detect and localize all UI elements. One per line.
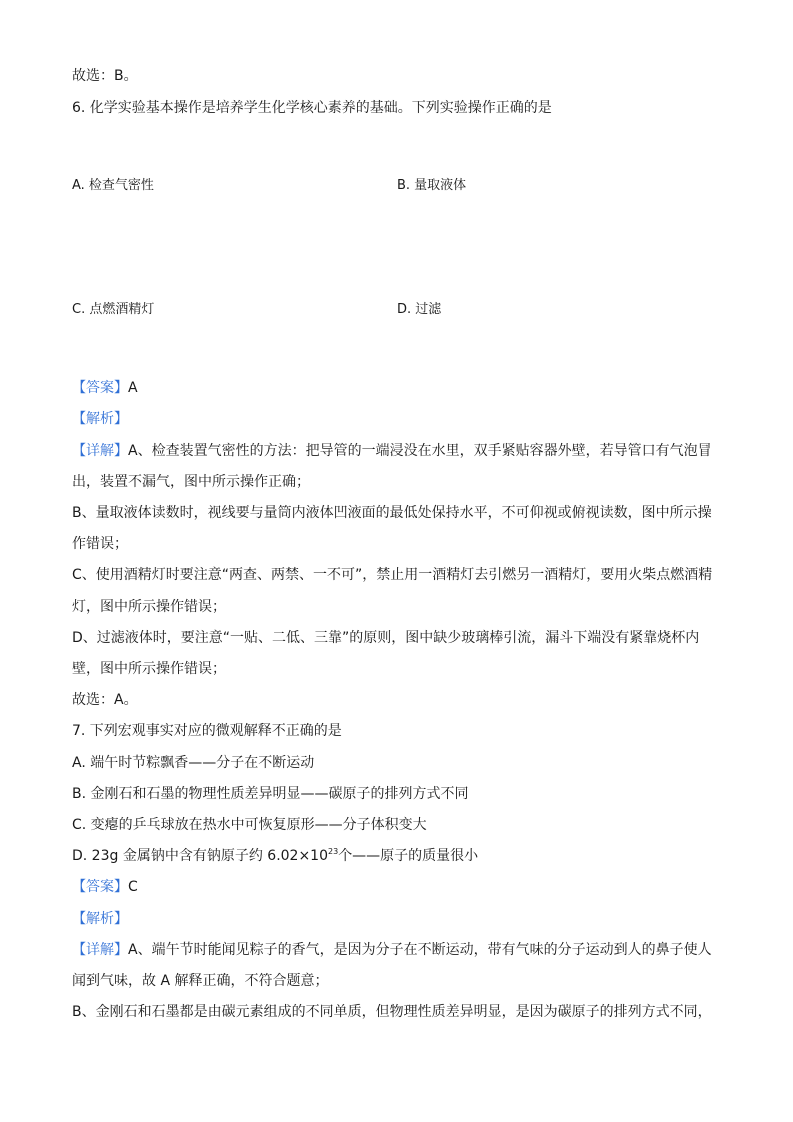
question-7-option-d: D. 23g 金属钠中含有钠原子约 $6.02\times 10^{23}$个——原子的质量很小 [72, 847, 479, 864]
previous-conclusion: 故选：B。 [72, 68, 138, 84]
question-7-option-b: B. 金刚石和石墨的物理性质差异明显——碳原子的排列方式不同 [72, 786, 469, 802]
question-6-detail-line: 【详解】A、检查装置气密性的方法：把导管的一端浸没在水里，双手紧贴容器外壁，若导管口有气泡冒 [72, 443, 712, 459]
question-6-detail-line: 灯，图中所示操作错误； [72, 599, 226, 615]
answer-value: A [128, 380, 138, 396]
question-6-option-d: D. 过滤 [397, 302, 442, 317]
question-6-stem: 6. 化学实验基本操作是培养学生化学核心素养的基础。下列实验操作正确的是 [72, 100, 552, 116]
question-6-detail-line: B、量取液体读数时，视线要与量筒内液体凹液面的最低处保持水平，不可仰视或俯视读数，图中所示操 [72, 505, 712, 521]
exponent: 23 [328, 847, 339, 856]
question-6-option-a: A. 检查气密性 [72, 178, 154, 193]
question-7-stem: 7. 下列宏观事实对应的微观解释不正确的是 [72, 723, 342, 739]
question-7-analysis-tag: 【解析】 [72, 911, 128, 927]
question-7-option-c: C. 变瘪的乒乓球放在热水中可恢复原形——分子体积变大 [72, 817, 427, 833]
question-6-answer [72, 378, 138, 398]
question-7-detail-line: B、金刚石和石墨都是由碳元素组成的不同单质，但物理性质差异明显，是因为碳原子的排列方式不同， [72, 1004, 712, 1020]
question-6-option-b: B. 量取液体 [397, 178, 467, 193]
question-6-detail-line: 作错误； [72, 536, 128, 552]
answer-tag: 【答案】 [72, 380, 128, 396]
question-6-detail-line: 壁，图中所示操作错误； [72, 661, 226, 677]
question-6-detail-line: 出，装置不漏气，图中所示操作正确； [72, 474, 310, 490]
question-6-detail-line: D、过滤液体时，要注意“一贴、二低、三靠”的原则，图中缺少玻璃棒引流，漏斗下端没有紧靠烧杯内 [72, 630, 700, 646]
question-7-answer [72, 877, 138, 897]
question-6-analysis-tag: 【解析】 [72, 411, 128, 427]
question-6-conclusion: 故选：A。 [72, 692, 138, 708]
answer-value: C [128, 879, 138, 895]
question-6-detail-line: C、使用酒精灯时要注意“两查、两禁、一不可”，禁止用一酒精灯去引燃另一酒精灯，要用火柴点燃酒精 [72, 567, 713, 583]
question-6-option-c: C. 点燃酒精灯 [72, 302, 155, 317]
question-7-detail-line: 【详解】A、端午节时能闻见粽子的香气，是因为分子在不断运动，带有气味的分子运动到人的鼻子使人 [72, 942, 712, 958]
answer-tag: 【答案】 [72, 879, 128, 895]
detail-tag: 【详解】 [72, 942, 128, 958]
question-7-detail-line: 闻到气味，故 A 解释正确，不符合题意； [72, 973, 329, 989]
detail-tag: 【详解】 [72, 443, 128, 459]
question-7-option-a: A. 端午时节粽飘香——分子在不断运动 [72, 755, 315, 771]
